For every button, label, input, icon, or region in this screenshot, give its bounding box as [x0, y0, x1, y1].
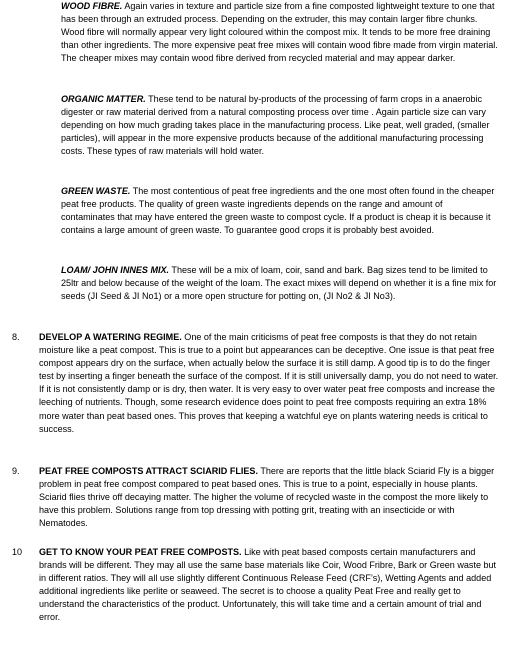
- item-10-number: 10: [12, 547, 23, 557]
- wood-fibre-text: Again varies in texture and particle size from a fine composted lightweight texture to one that has been through an extruded process. Depending on the extruder, this may contain larger fibre chunks. Wood fibre will normally appear very light coloured within the compost mix. It tends to be more free draining than other ingredients. The more expensive peat free mixes will contain wood fibre made from virgin material. The cheaper mixes may contain wood fibre derived from recycled material and may appear darker.: [61, 1, 498, 64]
- loam-heading: LOAM/ JOHN INNES MIX.: [61, 265, 170, 275]
- organic-matter-heading: ORGANIC MATTER.: [61, 94, 146, 104]
- item-10-heading: GET TO KNOW YOUR PEAT FREE COMPOSTS.: [39, 547, 242, 557]
- item-10-text: Like with peat based composts certain manufacturers and brands will be different. They may all use the same base materials like Coir, Wood Fribre, Bark or Green waste but in different ratios. They will all use slightly different Continuous Release Feed (CRF’s), Wetting Agents and added additional ingredients like perlite or seaweed. The secret is to choose a quality Peat Free and really get to understand the characteristics of the product. Unfortunately, this will take time and a certain amount of trial and error.: [39, 547, 497, 623]
- item-9-heading: PEAT FREE COMPOSTS ATTRACT SCIARID FLIES.: [39, 466, 258, 476]
- item-9-number: 9.: [12, 466, 20, 476]
- item-8-heading: DEVELOP A WATERING REGIME.: [39, 332, 182, 342]
- item-8-text: One of the main criticisms of peat free composts is that they do not retain moisture like a peat compost. This is true to a point but appearances can be deceptive. One issue is that peat free compost appears dry on the surface, when actually below the surface it is still damp. A good tip is to do the finger test by inserting a finger beneath the surface of the compost. If it is still universally damp, you do not need to water. If it is not consistently damp or is dry, then water. It is very easy to over water peat free composts and increase the leeching of nutrients. Though, some research evidence does point to peat free composts requiring an extra 18% more water than peat based ones. This proves that keeping a watchful eye on plants watering needs is critical to success.: [39, 332, 499, 434]
- loam-text: These will be a mix of loam, coir, sand and bark. Bag sizes tend to be limited to 25ltr and below because of the weight of the loam. The exact mixes will depend on whether it is a fine mix for seeds (JI Seed & JI No1) or a more open structure for potting on, (JI No2 & JI No3).: [61, 265, 497, 302]
- green-waste-heading: GREEN WASTE.: [61, 186, 131, 196]
- organic-matter-text: These tend to be natural by-products of the processing of farm crops in a anaerobic digester or raw material derived from a natural composting process over time . Again particle size can vary depending on how much grading takes place in the manufacturing process. Like peat, well graded, (smaller particles), will appear in the more expensive products because of the additional manufacturing processing costs. These types of raw materials will hold water.: [61, 94, 490, 157]
- loam-paragraph: [61, 264, 498, 303]
- organic-matter-paragraph: [61, 93, 498, 158]
- item-10-paragraph: [39, 546, 501, 625]
- green-waste-paragraph: [61, 185, 498, 237]
- item-8-paragraph: [39, 331, 501, 436]
- item-8-number: 8.: [12, 332, 20, 342]
- item-9-text: There are reports that the little black Sciarid Fly is a bigger problem in peat free compost compared to peat based ones. This is true to a point, especially in house plants. Sciarid flies thrive off decaying matter. The higher the volume of recycled waste in the compost the more likely to have this problem. Solutions range from top dressing with potting grit, treating with an insecticide or with Nematodes.: [39, 466, 495, 529]
- wood-fibre-paragraph: [61, 0, 498, 65]
- item-9-paragraph: [39, 465, 501, 530]
- wood-fibre-heading: WOOD FIBRE.: [61, 1, 123, 11]
- green-waste-text: The most contentious of peat free ingredients and the one most often found in the cheaper peat free products. The quality of green waste ingredients depends on the range and amount of contaminates that may have entered the green waste to compost cycle. If a product is cheap it is because it contains a large amount of green waste. To guarantee good crops it is probably best avoided.: [61, 186, 495, 236]
